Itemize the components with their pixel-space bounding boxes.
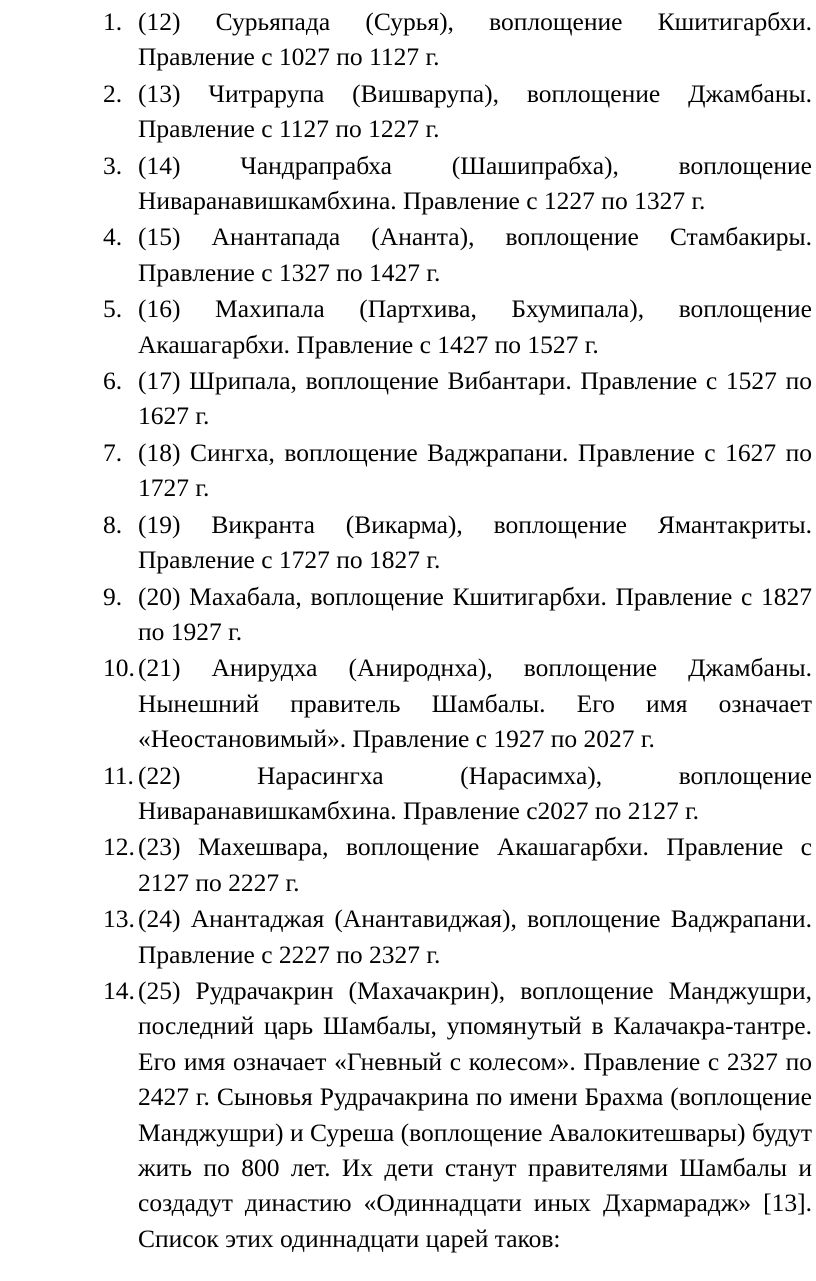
list-item-number: 12. xyxy=(103,832,135,862)
list-item-text: (13) Читрарупа (Вишварупа), воплощение Джамбаны. Правление с 1127 по 1227 г. xyxy=(138,78,812,144)
list-item xyxy=(0,650,812,756)
list-item-text: (12) Сурьяпада (Сурья), воплощение Кшитигарбхи. Правление с 1027 по 1127 г. xyxy=(138,7,812,72)
list-item xyxy=(0,4,812,75)
list-item-number: 3. xyxy=(103,150,123,180)
list-item xyxy=(0,973,812,1256)
list-item-number: 13. xyxy=(103,904,135,934)
list-item-number: 7. xyxy=(103,437,123,467)
list-item-number: 2. xyxy=(103,78,123,108)
list-item xyxy=(0,829,812,900)
list-item-text: (14) Чандрапрабха (Шашипрабха), воплощение Ниваранавишкамбхина. Правление с 1227 по 1327 г. xyxy=(138,150,812,216)
list-item xyxy=(0,148,812,219)
list-item xyxy=(0,291,812,362)
list-item-text: (15) Анантапада (Ананта), воплощение Стамбакиры. Правление с 1327 по 1427 г. xyxy=(138,222,812,287)
list-item xyxy=(0,901,812,972)
list-item-text: (20) Махабала, воплощение Кшитигарбхи. Правление с 1827 по 1927 г. xyxy=(138,581,812,646)
list-item xyxy=(0,758,812,829)
list-item-text: (24) Анантаджая (Анантавиджая), воплощение Ваджрапани. Правление с 2227 по 2327 г. xyxy=(138,904,812,969)
list-item-text: (17) Шрипала, воплощение Вибантари. Правление с 1527 по 1627 г. xyxy=(138,366,812,431)
list-item-text: (16) Махипала (Партхива, Бхумипала), воплощение Акашагарбхи. Правление с 1427 по 1527 г. xyxy=(138,294,812,359)
list-item-text: (19) Викранта (Викарма), воплощение Ямантакриты. Правление с 1727 по 1827 г. xyxy=(138,509,812,575)
list-item-number: 11. xyxy=(103,760,134,790)
list-item xyxy=(0,76,812,147)
list-item-text: (21) Анирудха (Анироднха), воплощение Джамбаны. Нынешний правитель Шамбалы. Его имя означает «Неостановимый». Правление с 1927 по 2027 г. xyxy=(138,653,812,754)
list-item xyxy=(0,507,812,578)
list-item-text: (18) Сингха, воплощение Ваджрапани. Правление с 1627 по 1727 г. xyxy=(138,437,812,503)
list-item-number: 6. xyxy=(103,366,123,396)
list-item-number: 8. xyxy=(103,509,123,539)
list-item-text: (25) Рудрачакрин (Махачакрин), воплощение Манджушри, последний царь Шамбалы, упомянутый в Калачакра-тантре. Его имя означает «Гневный с колесом». Правление с 2327 по 2427 г. Сыновья Рудрачакрина по имени Брахма (воплощение Манджушри) и Суреша (воплощение Авалокитешвары) будут жить по 800 лет. Их дети станут правителями Шамбалы и создадут династию «Одиннадцати иных Дхармарадж» [13]. Список этих одиннадцати царей таков: xyxy=(138,975,812,1253)
list-item-number: 14. xyxy=(103,975,135,1005)
list-item-text: (22) Нарасингха (Нарасимха), воплощение Ниваранавишкамбхина. Правление с2027 по 2127 г. xyxy=(138,760,812,825)
list-item-number: 1. xyxy=(103,7,123,36)
list-item xyxy=(0,579,812,650)
list-item xyxy=(0,435,812,506)
list-item-number: 9. xyxy=(103,581,123,611)
list-item xyxy=(0,219,812,290)
list-item-number: 10. xyxy=(103,653,135,683)
list-item-number: 5. xyxy=(103,294,123,324)
rulers-list xyxy=(0,4,812,1256)
list-item xyxy=(0,363,812,434)
list-item-number: 4. xyxy=(103,222,123,252)
list-item-text: (23) Махешвара, воплощение Акашагарбхи. Правление с 2127 по 2227 г. xyxy=(138,832,812,897)
